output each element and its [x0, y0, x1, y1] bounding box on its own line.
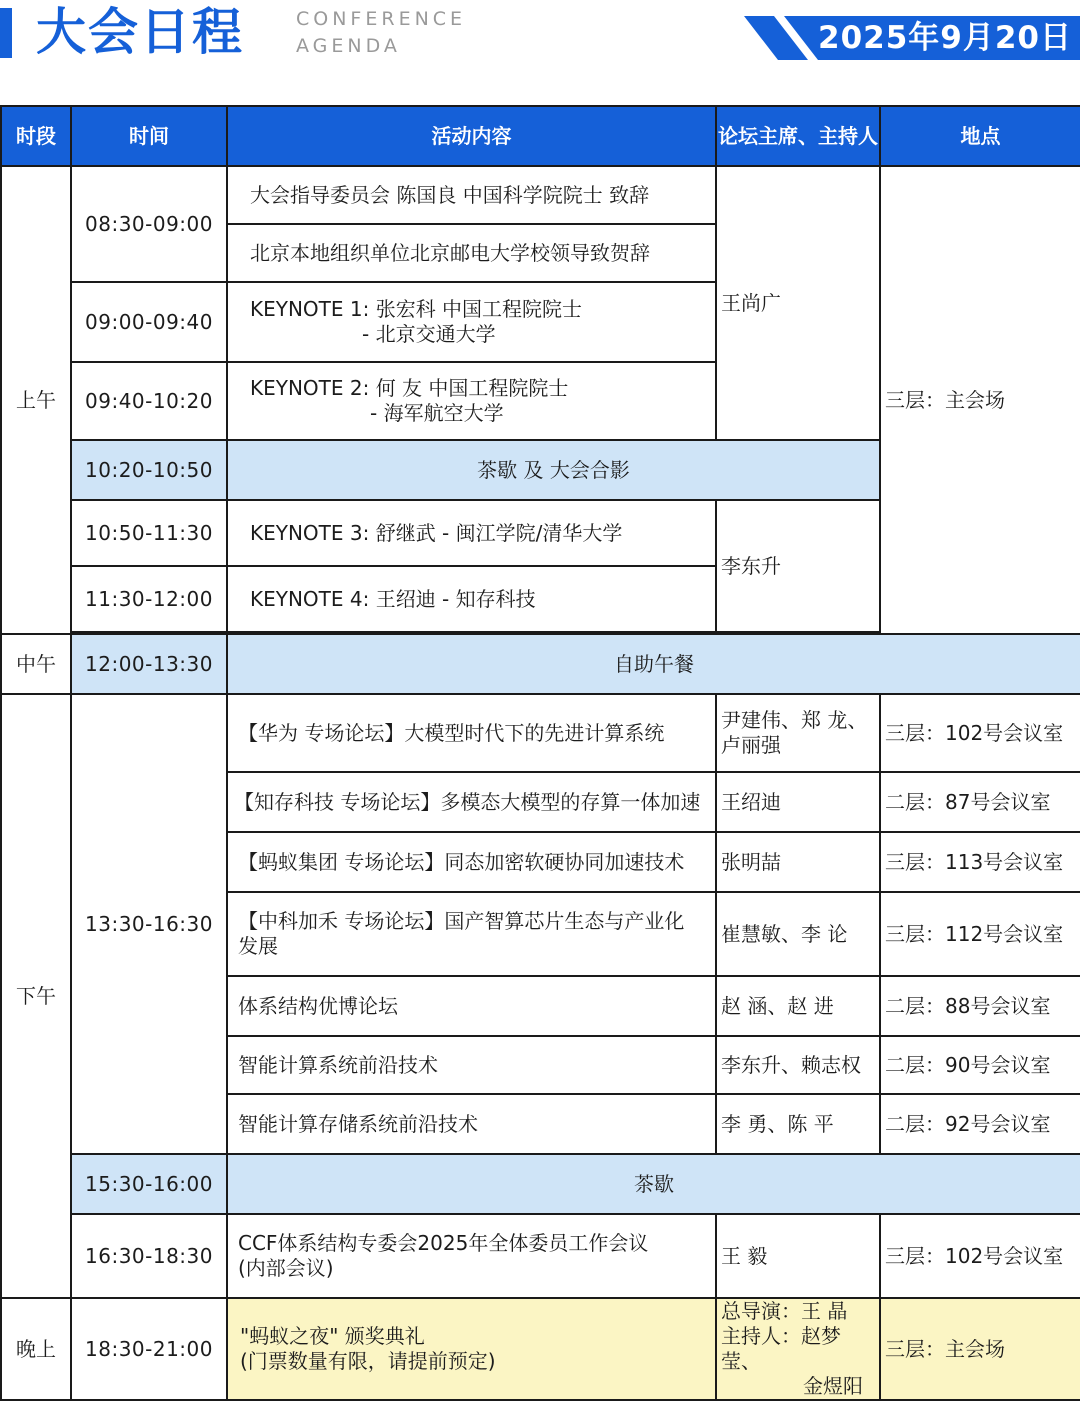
activity-cell: [227, 566, 716, 632]
time-cell: 12:00-13:30: [71, 634, 227, 694]
subtitle-line-2: AGENDA: [296, 35, 401, 57]
activity-cell: [227, 1298, 716, 1400]
period-evening: 晚上: [1, 1298, 71, 1400]
activity-cell: 【知存科技 专场论坛】多模态大模型的存算一体加速: [227, 772, 716, 832]
time-cell: 13:30-16:30: [71, 694, 227, 1154]
activity-line-1: "蚂蚁之夜" 颁奖典礼: [240, 1324, 425, 1348]
activity-cell: [227, 500, 716, 566]
host-line-1: 尹建伟、郑 龙、: [721, 708, 868, 732]
activity-line-1: KEYNOTE 2: 何 友 中国工程院院士: [250, 376, 569, 400]
location-cell: 三层：102号会议室: [880, 694, 1080, 772]
location-cell: 三层：112号会议室: [880, 892, 1080, 976]
table-header-row: [1, 106, 1080, 166]
activity-cell: 智能计算存储系统前沿技术: [227, 1094, 716, 1154]
col-header-host: 论坛主席、主持人: [716, 106, 880, 166]
col-header-period: 时段: [1, 106, 71, 166]
date-banner: [744, 16, 1080, 60]
host-cell: [716, 1298, 880, 1400]
host-cell: 李 勇、陈 平: [716, 1094, 880, 1154]
host-cell: 王 毅: [716, 1214, 880, 1298]
activity-cell: 茶歇 及 大会合影: [227, 440, 880, 500]
time-cell: 16:30-18:30: [71, 1214, 227, 1298]
activity-cell: 【蚂蚁集团 专场论坛】同态加密软硬协同加速技术: [227, 832, 716, 892]
period-noon: 中午: [1, 634, 71, 694]
period-afternoon: 下午: [1, 694, 71, 1298]
time-cell: 11:30-12:00: [71, 566, 227, 632]
host-cell: 张明喆: [716, 832, 880, 892]
activity-line-2: (内部会议): [238, 1256, 334, 1280]
activity-cell: [227, 224, 716, 282]
time-cell: 18:30-21:00: [71, 1298, 227, 1400]
activity-text: 大会指导委员会 陈国良 中国科学院院士 致辞: [250, 182, 650, 207]
location-cell: 二层：88号会议室: [880, 976, 1080, 1036]
page-header: [0, 0, 1080, 72]
title-accent-bar: [0, 8, 12, 58]
location-cell: 二层：87号会议室: [880, 772, 1080, 832]
location-cell: 三层：102号会议室: [880, 1214, 1080, 1298]
activity-line-2: - 海军航空大学: [370, 401, 504, 425]
activity-cell: [227, 1214, 716, 1298]
time-cell: 09:40-10:20: [71, 362, 227, 440]
host-line-2: 卢丽强: [721, 733, 781, 757]
location-cell: 二层：90号会议室: [880, 1036, 1080, 1094]
host-cell: 王尚广: [716, 166, 880, 440]
activity-text: 北京本地组织单位北京邮电大学校领导致贺辞: [250, 240, 650, 265]
col-header-activity: 活动内容: [227, 106, 716, 166]
activity-cell: 【华为 专场论坛】大模型时代下的先进计算系统: [227, 694, 716, 772]
activity-line-1: 【中科加禾 专场论坛】国产智算芯片生态与产业化: [238, 909, 685, 933]
time-cell: 15:30-16:00: [71, 1154, 227, 1214]
activity-text: KEYNOTE 4: 王绍迪 - 知存科技: [250, 586, 536, 611]
location-cell: 三层：主会场: [880, 166, 1080, 634]
host-cell: 崔慧敏、李 论: [716, 892, 880, 976]
activity-cell: 茶歇: [227, 1154, 1080, 1214]
agenda-table: [0, 105, 1080, 1401]
period-morning: 上午: [1, 166, 71, 634]
activity-line-1: KEYNOTE 1: 张宏科 中国工程院院士: [250, 297, 583, 321]
host-cell: [716, 694, 880, 772]
col-header-time: 时间: [71, 106, 227, 166]
table-row: [1, 1214, 1080, 1298]
activity-line-2: (门票数量有限，请提前预定): [240, 1349, 496, 1373]
activity-cell: [227, 362, 716, 440]
activity-line-2: - 北京交通大学: [362, 322, 496, 346]
activity-cell: [227, 166, 716, 224]
time-cell: 10:20-10:50: [71, 440, 227, 500]
activity-cell: 自助午餐: [227, 634, 1080, 694]
activity-line-2: 发展: [238, 934, 278, 958]
host-line-3: 金煜阳: [803, 1374, 863, 1398]
table-row: [1, 634, 1080, 694]
activity-cell: 智能计算系统前沿技术: [227, 1036, 716, 1094]
host-cell: 王绍迪: [716, 772, 880, 832]
event-date: 2025年9月20日: [818, 20, 1072, 56]
host-cell: 李东升、赖志权: [716, 1036, 880, 1094]
col-header-location: 地点: [880, 106, 1080, 166]
host-line-1: 总导演：王 晶: [721, 1299, 848, 1323]
host-line-2: 主持人：赵梦莹、: [721, 1324, 841, 1373]
host-cell: 李东升: [716, 500, 880, 632]
time-cell: 08:30-09:00: [71, 166, 227, 282]
location-cell: 三层：主会场: [880, 1298, 1080, 1400]
page-subtitle-en: [296, 6, 466, 60]
table-row: [1, 1298, 1080, 1400]
activity-cell: [227, 892, 716, 976]
host-cell: 赵 涵、赵 进: [716, 976, 880, 1036]
time-cell: 09:00-09:40: [71, 282, 227, 362]
table-row: [1, 694, 1080, 772]
location-cell: 二层：92号会议室: [880, 1094, 1080, 1154]
activity-cell: 体系结构优博论坛: [227, 976, 716, 1036]
activity-cell: [227, 282, 716, 362]
activity-text: KEYNOTE 3: 舒继武 - 闽江学院/清华大学: [250, 520, 623, 545]
location-cell: 三层：113号会议室: [880, 832, 1080, 892]
table-row: [1, 166, 1080, 224]
time-cell: 10:50-11:30: [71, 500, 227, 566]
subtitle-line-1: CONFERENCE: [296, 8, 467, 30]
page-title: 大会日程: [36, 3, 244, 61]
table-row: [1, 1154, 1080, 1214]
activity-line-1: CCF体系结构专委会2025年全体委员工作会议: [238, 1231, 649, 1255]
